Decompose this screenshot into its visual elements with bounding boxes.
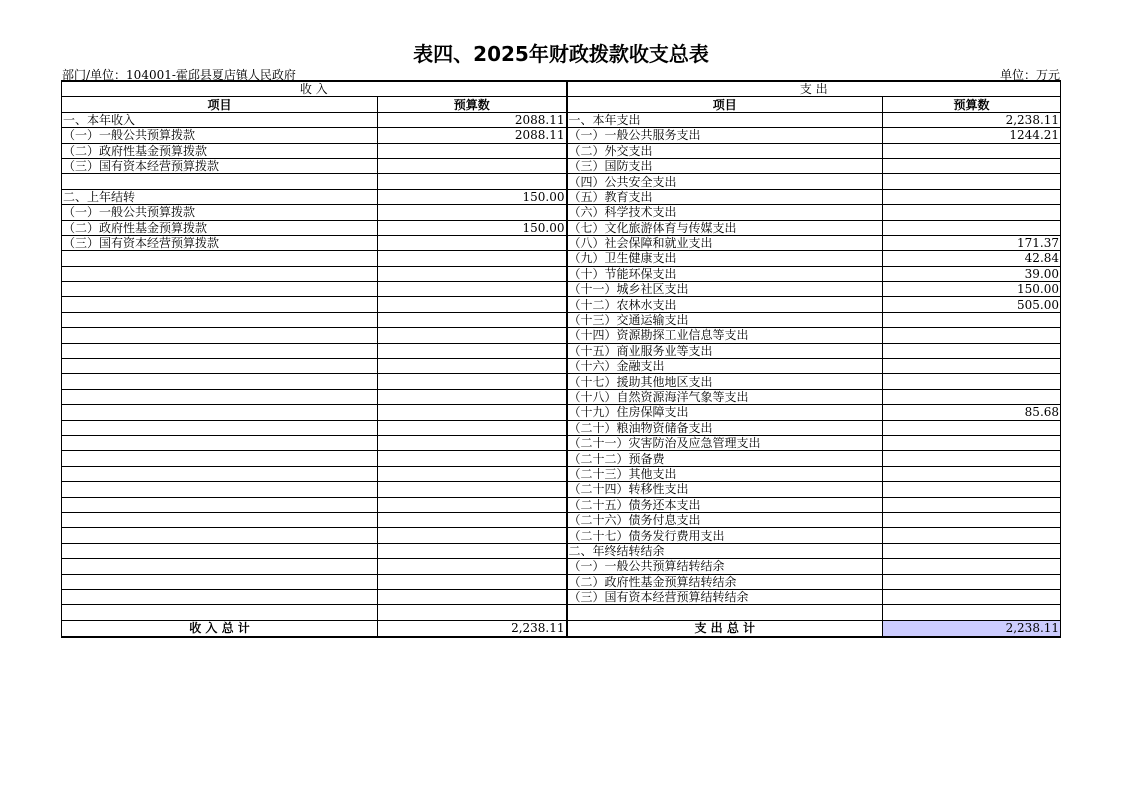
- expense-item-cell: （七）文化旅游体育与传媒支出: [567, 220, 883, 235]
- expense-item-cell: （十）节能环保支出: [567, 266, 883, 281]
- income-item-cell: （三）国有资本经营预算拨款: [62, 158, 378, 173]
- income-item-cell: （一）一般公共预算拨款: [62, 128, 378, 143]
- income-item-cell: （二）政府性基金预算拨款: [62, 220, 378, 235]
- table-row: [62, 405, 1061, 420]
- table-row: [62, 112, 1061, 127]
- table-row: [62, 266, 1061, 281]
- table-row: [62, 282, 1061, 297]
- expense-item-cell: （二十一）灾害防治及应急管理支出: [567, 435, 883, 450]
- expense-item-cell: （三）国有资本经营预算结转结余: [567, 589, 883, 604]
- table-row: [62, 359, 1061, 374]
- income-amount-cell: [378, 451, 567, 466]
- header-row-columns: [62, 97, 1061, 112]
- expense-amount-cell: [883, 158, 1061, 173]
- expense-item-cell: （二十三）其他支出: [567, 466, 883, 481]
- income-amount-cell: [378, 328, 567, 343]
- table-row: [62, 312, 1061, 327]
- income-amount-cell: [378, 497, 567, 512]
- table-row: [62, 420, 1061, 435]
- expense-total-amount: 2,238.11: [883, 620, 1061, 637]
- table-row: [62, 235, 1061, 250]
- expense-amount-cell: 505.00: [883, 297, 1061, 312]
- income-item-cell: [62, 528, 378, 543]
- expense-item-cell: （二十）粮油物资储备支出: [567, 420, 883, 435]
- expense-item-cell: （十四）资源勘探工业信息等支出: [567, 328, 883, 343]
- income-item-cell: 一、本年收入: [62, 112, 378, 127]
- income-item-cell: [62, 251, 378, 266]
- income-amount-cell: [378, 282, 567, 297]
- expense-item-cell: 二、年终结转结余: [567, 543, 883, 558]
- income-amount-cell: 150.00: [378, 220, 567, 235]
- table-row: [62, 389, 1061, 404]
- expense-amount-cell: [883, 343, 1061, 358]
- expense-item-cell: （六）科学技术支出: [567, 205, 883, 220]
- expense-item-cell: （一）一般公共预算结转结余: [567, 559, 883, 574]
- income-item-cell: [62, 374, 378, 389]
- expense-item-cell: （二十七）债务发行费用支出: [567, 528, 883, 543]
- expense-header: 支 出: [567, 81, 1061, 97]
- income-total-label: 收 入 总 计: [62, 620, 378, 637]
- income-item-cell: [62, 466, 378, 481]
- income-item-cell: （一）一般公共预算拨款: [62, 205, 378, 220]
- table-row: [62, 512, 1061, 527]
- income-amount-cell: 150.00: [378, 189, 567, 204]
- expense-item-header: 项目: [567, 97, 883, 112]
- expense-amount-cell: [883, 359, 1061, 374]
- income-item-cell: [62, 405, 378, 420]
- income-item-cell: [62, 420, 378, 435]
- income-item-cell: [62, 266, 378, 281]
- expense-item-cell: （五）教育支出: [567, 189, 883, 204]
- income-amount-cell: 2088.11: [378, 128, 567, 143]
- expense-item-cell: （二十四）转移性支出: [567, 482, 883, 497]
- expense-amount-cell: [883, 543, 1061, 558]
- expense-item-cell: （十九）住房保障支出: [567, 405, 883, 420]
- table-row: [62, 589, 1061, 604]
- income-item-header: 项目: [62, 97, 378, 112]
- expense-item-cell: （十六）金融支出: [567, 359, 883, 374]
- table-row: [62, 205, 1061, 220]
- finance-table: [61, 80, 1061, 638]
- expense-amount-cell: [883, 205, 1061, 220]
- income-amount-cell: [378, 543, 567, 558]
- expense-amount-cell: [883, 328, 1061, 343]
- table-row: [62, 574, 1061, 589]
- income-amount-cell: [378, 297, 567, 312]
- table-row: [62, 220, 1061, 235]
- table-row: [62, 128, 1061, 143]
- expense-amount-cell: [883, 220, 1061, 235]
- department-label: 部门/单位：104001-霍邱县夏店镇人民政府: [62, 68, 296, 82]
- income-amount-cell: [378, 559, 567, 574]
- table-row: [62, 605, 1061, 620]
- expense-item-cell: （十八）自然资源海洋气象等支出: [567, 389, 883, 404]
- income-header: 收 入: [62, 81, 567, 97]
- expense-item-cell: （九）卫生健康支出: [567, 251, 883, 266]
- table-row: [62, 251, 1061, 266]
- expense-amount-cell: [883, 589, 1061, 604]
- income-amount-cell: [378, 158, 567, 173]
- income-amount-cell: [378, 574, 567, 589]
- income-item-cell: [62, 435, 378, 450]
- expense-amount-cell: 1244.21: [883, 128, 1061, 143]
- expense-item-cell: （十七）援助其他地区支出: [567, 374, 883, 389]
- income-item-cell: [62, 312, 378, 327]
- income-item-cell: [62, 512, 378, 527]
- income-item-cell: [62, 497, 378, 512]
- income-item-cell: [62, 605, 378, 620]
- expense-amount-cell: [883, 189, 1061, 204]
- table-row: [62, 435, 1061, 450]
- income-amount-cell: [378, 235, 567, 250]
- table-row: [62, 158, 1061, 173]
- income-item-cell: [62, 389, 378, 404]
- income-item-cell: [62, 589, 378, 604]
- page-title: 表四、2025年财政拨款收支总表: [413, 42, 709, 66]
- table-row: [62, 189, 1061, 204]
- expense-amount-cell: [883, 528, 1061, 543]
- income-amount-cell: 2088.11: [378, 112, 567, 127]
- income-item-cell: [62, 282, 378, 297]
- income-amount-cell: [378, 174, 567, 189]
- income-item-cell: [62, 451, 378, 466]
- income-amount-cell: [378, 343, 567, 358]
- expense-item-cell: （十二）农林水支出: [567, 297, 883, 312]
- table-row: [62, 328, 1061, 343]
- expense-item-cell: （二十六）债务付息支出: [567, 512, 883, 527]
- income-item-cell: 二、上年结转: [62, 189, 378, 204]
- expense-amount-cell: [883, 512, 1061, 527]
- table-row: [62, 559, 1061, 574]
- expense-item-cell: （二十五）债务还本支出: [567, 497, 883, 512]
- table-row: [62, 174, 1061, 189]
- income-item-cell: [62, 297, 378, 312]
- table-row: [62, 528, 1061, 543]
- income-item-cell: （二）政府性基金预算拨款: [62, 143, 378, 158]
- expense-amount-cell: 171.37: [883, 235, 1061, 250]
- income-budget-header: 预算数: [378, 97, 567, 112]
- expense-amount-cell: 2,238.11: [883, 112, 1061, 127]
- table-row: [62, 466, 1061, 481]
- table-row: [62, 451, 1061, 466]
- expense-amount-cell: 39.00: [883, 266, 1061, 281]
- income-amount-cell: [378, 205, 567, 220]
- expense-amount-cell: [883, 497, 1061, 512]
- table-row: [62, 297, 1061, 312]
- expense-item-cell: （三）国防支出: [567, 158, 883, 173]
- income-amount-cell: [378, 405, 567, 420]
- income-item-cell: [62, 574, 378, 589]
- income-amount-cell: [378, 605, 567, 620]
- expense-amount-cell: [883, 420, 1061, 435]
- expense-amount-cell: [883, 451, 1061, 466]
- expense-item-cell: （二）外交支出: [567, 143, 883, 158]
- expense-item-cell: （二十二）预备费: [567, 451, 883, 466]
- income-amount-cell: [378, 266, 567, 281]
- expense-amount-cell: [883, 435, 1061, 450]
- income-item-cell: [62, 174, 378, 189]
- income-amount-cell: [378, 466, 567, 481]
- expense-amount-cell: [883, 389, 1061, 404]
- expense-item-cell: （一）一般公共服务支出: [567, 128, 883, 143]
- income-item-cell: [62, 482, 378, 497]
- income-item-cell: [62, 543, 378, 558]
- income-amount-cell: [378, 359, 567, 374]
- table-body: [62, 81, 1061, 637]
- expense-amount-cell: [883, 605, 1061, 620]
- expense-amount-cell: [883, 559, 1061, 574]
- income-amount-cell: [378, 420, 567, 435]
- income-amount-cell: [378, 512, 567, 527]
- unit-label: 单位：万元: [999, 68, 1060, 82]
- income-amount-cell: [378, 312, 567, 327]
- expense-amount-cell: 85.68: [883, 405, 1061, 420]
- table-row: [62, 543, 1061, 558]
- income-amount-cell: [378, 482, 567, 497]
- table-row: [62, 143, 1061, 158]
- income-item-cell: [62, 359, 378, 374]
- table-row: [62, 374, 1061, 389]
- expense-amount-cell: [883, 374, 1061, 389]
- expense-item-cell: （十三）交通运输支出: [567, 312, 883, 327]
- expense-item-cell: （十一）城乡社区支出: [567, 282, 883, 297]
- income-amount-cell: [378, 374, 567, 389]
- income-amount-cell: [378, 435, 567, 450]
- income-amount-cell: [378, 528, 567, 543]
- income-amount-cell: [378, 251, 567, 266]
- expense-amount-cell: [883, 482, 1061, 497]
- header-row-section: [62, 81, 1061, 97]
- expense-amount-cell: [883, 312, 1061, 327]
- expense-budget-header: 预算数: [883, 97, 1061, 112]
- expense-amount-cell: [883, 174, 1061, 189]
- expense-amount-cell: [883, 466, 1061, 481]
- total-row: [62, 620, 1061, 637]
- expense-amount-cell: [883, 574, 1061, 589]
- expense-amount-cell: 42.84: [883, 251, 1061, 266]
- expense-item-cell: （十五）商业服务业等支出: [567, 343, 883, 358]
- table-row: [62, 343, 1061, 358]
- expense-amount-cell: 150.00: [883, 282, 1061, 297]
- expense-amount-cell: [883, 143, 1061, 158]
- expense-item-cell: （四）公共安全支出: [567, 174, 883, 189]
- expense-item-cell: （二）政府性基金预算结转结余: [567, 574, 883, 589]
- income-item-cell: [62, 343, 378, 358]
- income-amount-cell: [378, 589, 567, 604]
- expense-item-cell: （八）社会保障和就业支出: [567, 235, 883, 250]
- income-amount-cell: [378, 143, 567, 158]
- table-row: [62, 497, 1061, 512]
- income-amount-cell: [378, 389, 567, 404]
- expense-item-cell: [567, 605, 883, 620]
- income-item-cell: [62, 328, 378, 343]
- income-total-amount: 2,238.11: [378, 620, 567, 637]
- expense-item-cell: 一、本年支出: [567, 112, 883, 127]
- income-item-cell: （三）国有资本经营预算拨款: [62, 235, 378, 250]
- expense-total-label: 支 出 总 计: [567, 620, 883, 637]
- income-item-cell: [62, 559, 378, 574]
- table-row: [62, 482, 1061, 497]
